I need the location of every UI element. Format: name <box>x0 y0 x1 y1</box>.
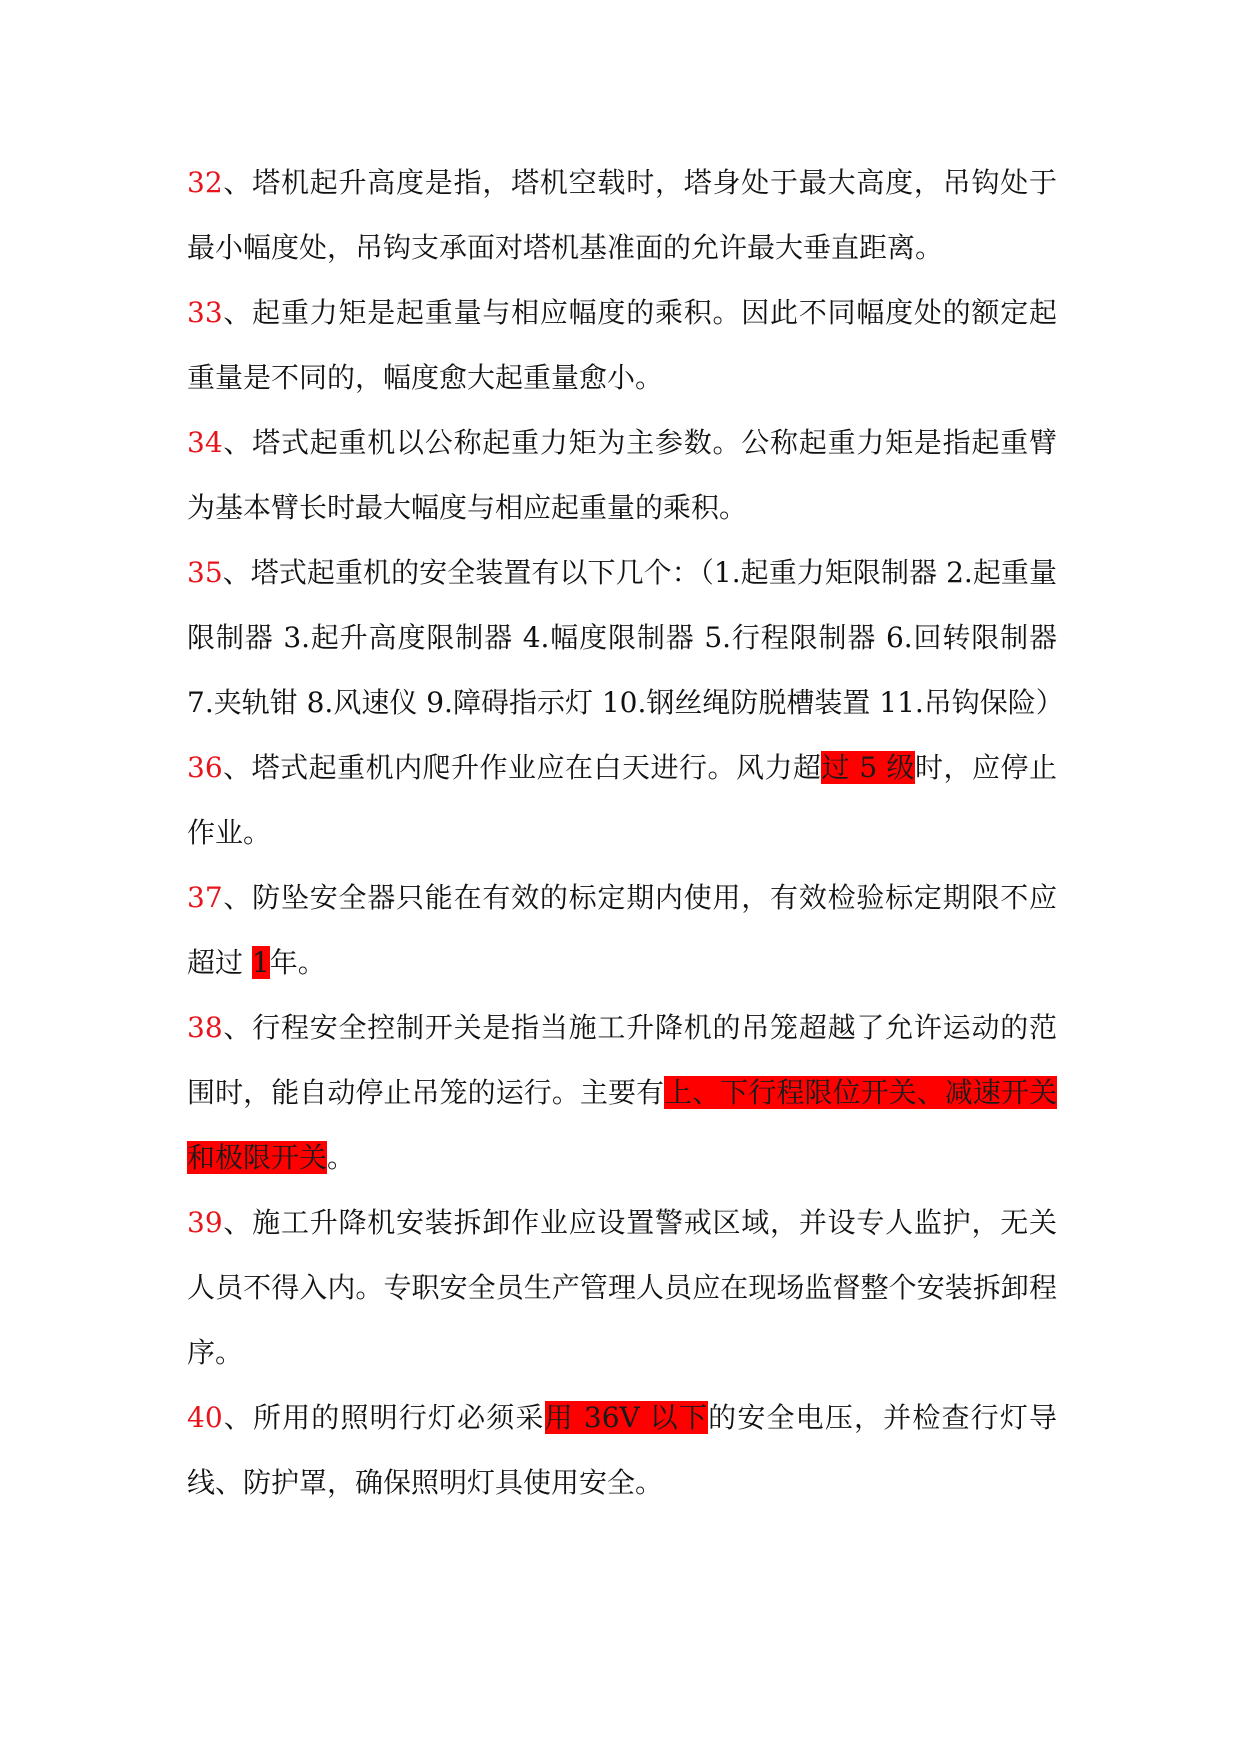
item-number: 35 <box>187 556 223 589</box>
item-text: 年。 <box>269 946 326 979</box>
list-item <box>187 280 1057 410</box>
item-text: 、塔式起重机的安全装置有以下几个：（1.起重力矩限制器 2.起重量限制器 3.起升高度限制器 4.幅度限制器 5.行程限制器 6.回转限制器 7.夹轨钳 8.风速仪 9.障碍指示灯 10.钢丝绳防脱槽装置 11.吊钩保险） <box>187 556 1064 719</box>
item-number: 40 <box>187 1401 223 1434</box>
list-item <box>187 865 1057 995</box>
item-number: 33 <box>187 296 223 329</box>
list-item <box>187 1385 1057 1515</box>
item-number: 38 <box>187 1011 223 1044</box>
document-page <box>187 150 1064 1515</box>
item-text: 、塔机起升高度是指，塔机空载时，塔身处于最大高度，吊钩处于最小幅度处，吊钩支承面对塔机基准面的允许最大垂直距离。 <box>187 166 1057 264</box>
item-number: 32 <box>187 166 223 199</box>
list-item <box>187 540 1064 735</box>
item-text: 的安全电压，并检查行灯导线、防护罩，确保照明灯具使用安全。 <box>187 1401 1057 1499</box>
item-text: 、行程安全控制开关是指当施工升降机的吊笼超越了允许运动的范围时，能自动停止吊笼的运行。主要有 <box>187 1011 1057 1109</box>
item-text: 、起重力矩是起重量与相应幅度的乘积。因此不同幅度处的额定起重量是不同的，幅度愈大起重量愈小。 <box>187 296 1057 394</box>
highlighted-text: 用 36V 以下 <box>544 1401 709 1434</box>
item-number: 36 <box>187 751 223 784</box>
item-text: 。 <box>327 1141 356 1174</box>
item-text: 、塔式起重机以公称起重力矩为主参数。公称起重力矩是指起重臂为基本臂长时最大幅度与相应起重量的乘积。 <box>187 426 1057 524</box>
item-text: 时，应停止作业。 <box>187 751 1057 849</box>
highlighted-text: 过 5 级 <box>821 751 916 784</box>
list-item <box>187 735 1057 865</box>
item-text: 、所用的照明行灯必须采 <box>222 1401 545 1434</box>
list-item <box>187 1190 1057 1385</box>
highlighted-text: 上、下行程限位开关、减速开关和极限开关 <box>187 1076 1057 1174</box>
highlighted-text: 1 <box>251 946 270 979</box>
item-number: 37 <box>187 881 223 914</box>
item-number: 34 <box>187 426 223 459</box>
list-item <box>187 995 1057 1190</box>
item-text: 、施工升降机安装拆卸作业应设置警戒区域，并设专人监护，无关人员不得入内。专职安全员生产管理人员应在现场监督整个安装拆卸程序。 <box>187 1206 1057 1369</box>
list-item <box>187 410 1057 540</box>
list-item <box>187 150 1057 280</box>
item-text: 、塔式起重机内爬升作业应在白天进行。风力超 <box>222 751 822 784</box>
item-text: 、防坠安全器只能在有效的标定期内使用，有效检验标定期限不应超过 <box>187 881 1057 979</box>
item-number: 39 <box>187 1206 223 1239</box>
